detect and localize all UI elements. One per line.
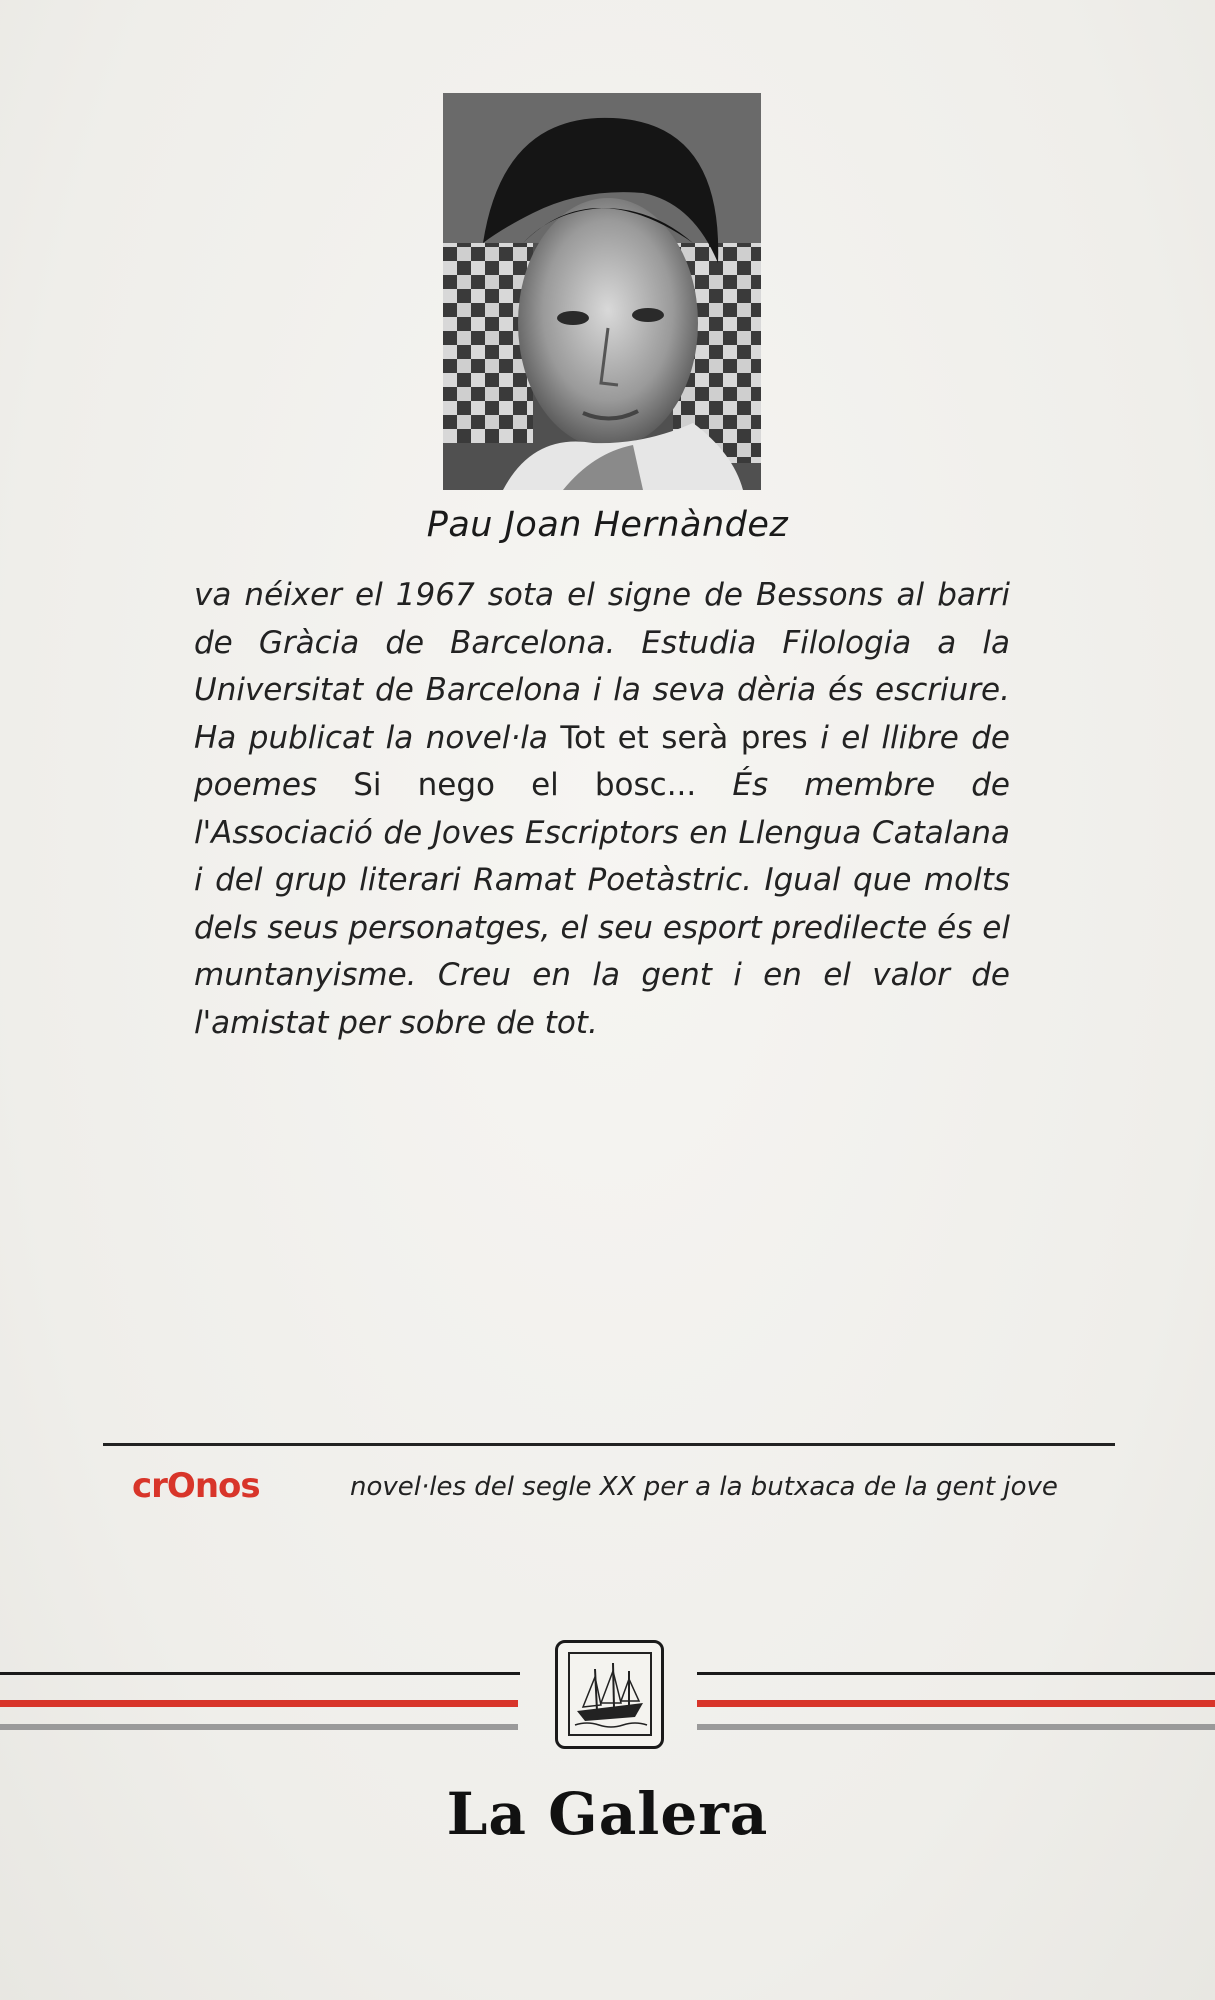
bio-text-3: És membre de l'Associació de Joves Escriptors en Llengua Catalana i del grup literari Ramat Poetàstric. Igual que molts dels seus personatges, el seu esport predilecte és el muntanyisme. Creu en la gent i en el valor de l'amistat per sobre de tot. <box>194 767 1010 1041</box>
author-name: Pau Joan Hernàndez <box>426 505 789 545</box>
author-biography <box>194 572 1010 1047</box>
author-photo <box>443 93 761 490</box>
right-stripe-black <box>697 1672 1215 1675</box>
series-banner <box>132 1466 1112 1510</box>
left-stripe-red <box>0 1700 518 1707</box>
book-title-poems: Si nego el bosc... <box>353 767 697 803</box>
series-tagline: novel·les del segle XX per a la butxaca de la gent jove <box>350 1472 1058 1502</box>
series-logo: crOnos <box>132 1466 260 1506</box>
galleon-ship-icon <box>555 1640 664 1749</box>
right-stripe-red <box>697 1700 1215 1707</box>
series-divider-line <box>103 1443 1115 1446</box>
left-stripe-black <box>0 1672 520 1675</box>
right-stripe-gray <box>697 1724 1215 1730</box>
bio-text-2: i el llibre de poemes <box>194 719 1010 803</box>
bio-text-1: va néixer el 1967 sota el signe de Bessons al barri de Gràcia de Barcelona. Estudia Filologia a la Universitat de Barcelona i la seva dèria és escriure. Ha publicat la novel·la <box>194 577 1010 756</box>
book-title-novel: Tot et serà pres <box>560 719 808 756</box>
publisher-logo: La Galera <box>446 1780 769 1848</box>
left-stripe-gray <box>0 1724 518 1730</box>
